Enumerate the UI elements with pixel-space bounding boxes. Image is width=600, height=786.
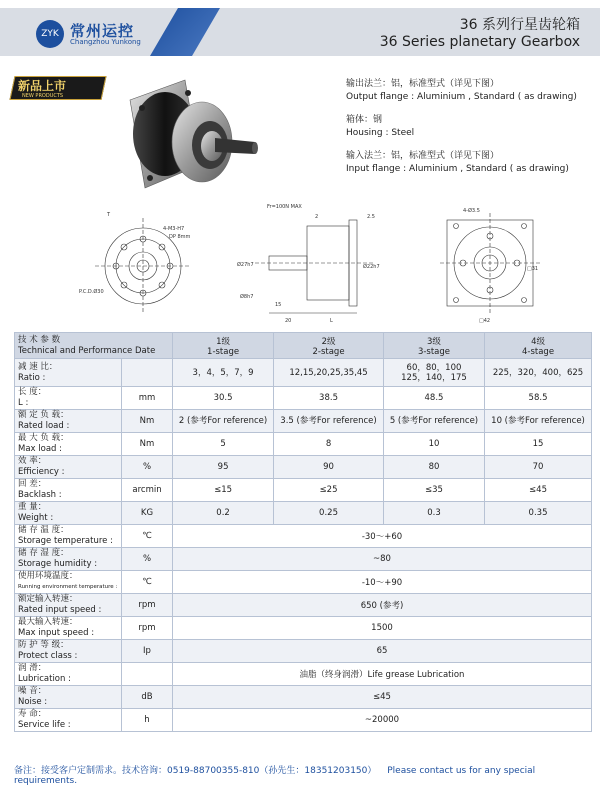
row-label-en: Noise : <box>18 697 48 707</box>
stage-3-value: 5 (参考For reference) <box>383 410 484 433</box>
spec-housing-cn: 箱体：钢 <box>346 115 383 125</box>
table-row <box>15 617 592 640</box>
row-label-en: Max input speed : <box>18 628 95 638</box>
page-title-cn: 36 系列行星齿轮箱 <box>459 17 580 33</box>
drawing-label: 2 <box>315 214 319 220</box>
gearbox-product-photo <box>110 70 280 200</box>
row-unit: Nm <box>122 433 173 456</box>
row-label <box>15 686 122 709</box>
row-unit: % <box>122 548 173 571</box>
row-unit: rpm <box>122 617 173 640</box>
table-row <box>15 410 592 433</box>
row-unit <box>122 663 173 686</box>
table-row <box>15 548 592 571</box>
stage-1-value: 5 <box>173 433 274 456</box>
spec-output-flange <box>346 78 577 104</box>
row-label-cn: 防 护 等 级： <box>18 640 69 650</box>
row-label-cn: 额 定 负 载： <box>18 410 69 420</box>
spec-output-flange-cn: 输出法兰：铝，标准型式（详见下图） <box>346 79 500 89</box>
drawing-label: L <box>330 318 333 324</box>
stage-4-value: 225，320，400，625 <box>485 359 592 387</box>
row-label-cn: 效 率： <box>18 456 47 466</box>
drawing-label: Ø8h7 <box>240 294 254 300</box>
row-label-en: Rated input speed : <box>18 605 102 615</box>
stage-3-value: 48.5 <box>383 387 484 410</box>
drawing-label: 4-M3-H7 <box>163 226 185 232</box>
table-row <box>15 525 592 548</box>
stage-4-value: 70 <box>485 456 592 479</box>
row-label-cn: 噪 音： <box>18 686 47 696</box>
footer-note-en: Please contact us for any special requirements. <box>14 766 536 786</box>
stage-1-value: 95 <box>173 456 274 479</box>
table-row <box>15 686 592 709</box>
row-label-en: Rated load : <box>18 421 70 431</box>
footer-note-cn: 备注：接受客户定制需求。技术咨询：0519-88700355-810（孙先生：18351203150） <box>14 766 377 776</box>
stage-2-value: 3.5 (参考For reference) <box>274 410 384 433</box>
table-row <box>15 640 592 663</box>
table-row <box>15 594 592 617</box>
company-name-en: Changzhou Yunkong <box>70 38 141 46</box>
row-unit: Ip <box>122 640 173 663</box>
new-product-badge-cn: 新品上市 <box>18 79 67 93</box>
row-unit: ℃ <box>122 571 173 594</box>
row-label-en: Storage humidity : <box>18 559 98 569</box>
stage-1-header: 1级 1-stage <box>173 333 274 359</box>
row-label-cn: 储 存 湿 度： <box>18 548 69 558</box>
table-row <box>15 709 592 732</box>
input-flange-view <box>440 213 540 313</box>
row-label-en: Storage temperature : <box>18 536 113 546</box>
output-flange-view <box>95 218 191 314</box>
drawing-label: Ø27h7 <box>237 262 254 268</box>
spec-output-flange-en: Output flange : Aluminium , Standard ( as drawing) <box>346 92 577 102</box>
table-row <box>15 479 592 502</box>
row-label-en: Lubrication : <box>18 674 71 684</box>
spanned-value: ~20000 <box>173 709 592 732</box>
row-label-cn: 寿 命： <box>18 709 47 719</box>
row-unit: rpm <box>122 594 173 617</box>
row-label-en: Ratio : <box>18 372 46 383</box>
row-label <box>15 479 122 502</box>
row-label-en: Backlash : <box>18 490 62 500</box>
row-unit: KG <box>122 502 173 525</box>
row-unit: Nm <box>122 410 173 433</box>
drawing-label: 4-Ø3.5 <box>463 208 480 214</box>
row-label <box>15 571 122 594</box>
stage-4-value: 58.5 <box>485 387 592 410</box>
row-label <box>15 502 122 525</box>
row-label-cn: 长 度： <box>18 387 47 397</box>
row-label-cn: 额定输入转速： <box>18 594 78 604</box>
row-unit: % <box>122 456 173 479</box>
spanned-value: ~80 <box>173 548 592 571</box>
row-label-en: Efficiency : <box>18 467 65 477</box>
stage-1-value: ≤15 <box>173 479 274 502</box>
row-label <box>15 617 122 640</box>
spec-input-flange-en: Input flange : Aluminium , Standard ( as drawing) <box>346 164 569 174</box>
drawing-label: DP 8mm <box>169 234 191 240</box>
row-label-cn: 使用环境温度： <box>18 571 78 581</box>
row-label <box>15 525 122 548</box>
row-label-cn: 最大输入转速： <box>18 617 78 627</box>
side-view <box>255 220 375 313</box>
stage-3-header: 3级 3-stage <box>383 333 484 359</box>
row-unit: dB <box>122 686 173 709</box>
row-label <box>15 548 122 571</box>
spanned-value: 油脂（终身润滑）Life grease Lubrication <box>173 663 592 686</box>
stage-2-header: 2级 2-stage <box>274 333 384 359</box>
row-label <box>15 594 122 617</box>
row-label-cn: 重 量： <box>18 502 47 512</box>
stage-2-value: 38.5 <box>274 387 384 410</box>
row-unit <box>122 359 173 387</box>
row-label <box>15 456 122 479</box>
table-row <box>15 502 592 525</box>
table-header-row <box>15 333 592 359</box>
stage-2-value: 8 <box>274 433 384 456</box>
table-row <box>15 433 592 456</box>
stage-1-value: 3，4，5，7，9 <box>173 359 274 387</box>
stage-4-value: 15 <box>485 433 592 456</box>
company-name-cn: 常州运控 <box>70 22 135 40</box>
stage-2-value: ≤25 <box>274 479 384 502</box>
drawing-label: T <box>107 212 111 218</box>
row-label <box>15 410 122 433</box>
row-label <box>15 359 122 387</box>
spanned-value: -10～+90 <box>173 571 592 594</box>
row-label <box>15 433 122 456</box>
spanned-value: -30～+60 <box>173 525 592 548</box>
drawing-label: 2.5 <box>367 214 375 220</box>
spanned-value: 1500 <box>173 617 592 640</box>
stage-4-value: 0.35 <box>485 502 592 525</box>
stage-3-value: 80 <box>383 456 484 479</box>
stage-1-value: 2 (参考For reference) <box>173 410 274 433</box>
drawing-label: P.C.D.Ø30 <box>79 289 104 295</box>
spec-housing <box>346 114 414 140</box>
row-unit: arcmin <box>122 479 173 502</box>
row-label-en: Protect class : <box>18 651 78 661</box>
drawing-label: Fr=100N MAX <box>267 204 302 210</box>
stage-3-value: 0.3 <box>383 502 484 525</box>
row-label-en: Max load : <box>18 444 63 454</box>
row-label-en: Service life : <box>18 720 71 730</box>
row-label <box>15 709 122 732</box>
stage-1-value: 30.5 <box>173 387 274 410</box>
table-row <box>15 571 592 594</box>
stage-4-value: ≤45 <box>485 479 592 502</box>
drawing-label: □42 <box>479 318 491 324</box>
drawing-label: 15 <box>275 302 282 308</box>
technical-specs-table <box>14 332 592 732</box>
row-label <box>15 640 122 663</box>
row-label-cn: 储 存 温 度： <box>18 525 69 535</box>
new-product-badge-en: NEW PRODUCTS <box>22 93 64 99</box>
row-label-en: Weight : <box>18 513 54 523</box>
stage-2-value: 0.25 <box>274 502 384 525</box>
row-label-en: L : <box>18 398 29 408</box>
stage-1-value: 0.2 <box>173 502 274 525</box>
row-label <box>15 387 122 410</box>
stage-3-value: 60，80，100 125，140，175 <box>383 359 484 387</box>
row-unit: h <box>122 709 173 732</box>
stage-3-value: ≤35 <box>383 479 484 502</box>
spanned-value: 65 <box>173 640 592 663</box>
stage-2-value: 90 <box>274 456 384 479</box>
header-label-en: Technical and Performance Date <box>18 345 156 356</box>
row-label-cn: 回 差： <box>18 479 47 489</box>
spanned-value: 650 (参考) <box>173 594 592 617</box>
row-label-cn: 润 滑： <box>18 663 47 673</box>
stage-4-value: 10 (参考For reference) <box>485 410 592 433</box>
footer-note <box>14 763 592 786</box>
drawing-label: Ø22h7 <box>363 264 380 270</box>
drawing-label: 20 <box>285 318 292 324</box>
table-row <box>15 387 592 410</box>
stage-3-value: 10 <box>383 433 484 456</box>
row-unit: ℃ <box>122 525 173 548</box>
stage-2-value: 12,15,20,25,35,45 <box>274 359 384 387</box>
stage-4-header: 4级 4-stage <box>485 333 592 359</box>
drawing-label: □31 <box>527 266 539 272</box>
spanned-value: ≤45 <box>173 686 592 709</box>
spec-input-flange-cn: 输入法兰：铝，标准型式（详见下图） <box>346 151 500 161</box>
row-label <box>15 663 122 686</box>
table-row <box>15 456 592 479</box>
technical-drawing <box>75 198 545 328</box>
table-row <box>15 663 592 686</box>
table-row <box>15 359 592 387</box>
company-logo-icon: ZYK <box>36 20 64 48</box>
table-header-label <box>15 333 173 359</box>
row-label-cn: 最 大 负 载： <box>18 433 69 443</box>
page-header <box>0 0 600 62</box>
spec-housing-en: Housing : Steel <box>346 128 415 138</box>
row-label-en: Running environment temperature : <box>18 584 118 590</box>
header-label-cn: 技 术 参 数 <box>18 334 61 345</box>
spec-input-flange <box>346 150 569 176</box>
page-title-en: 36 Series planetary Gearbox <box>379 34 580 50</box>
table-body <box>15 359 592 732</box>
row-label-cn: 减 速 比： <box>18 361 58 372</box>
row-unit: mm <box>122 387 173 410</box>
